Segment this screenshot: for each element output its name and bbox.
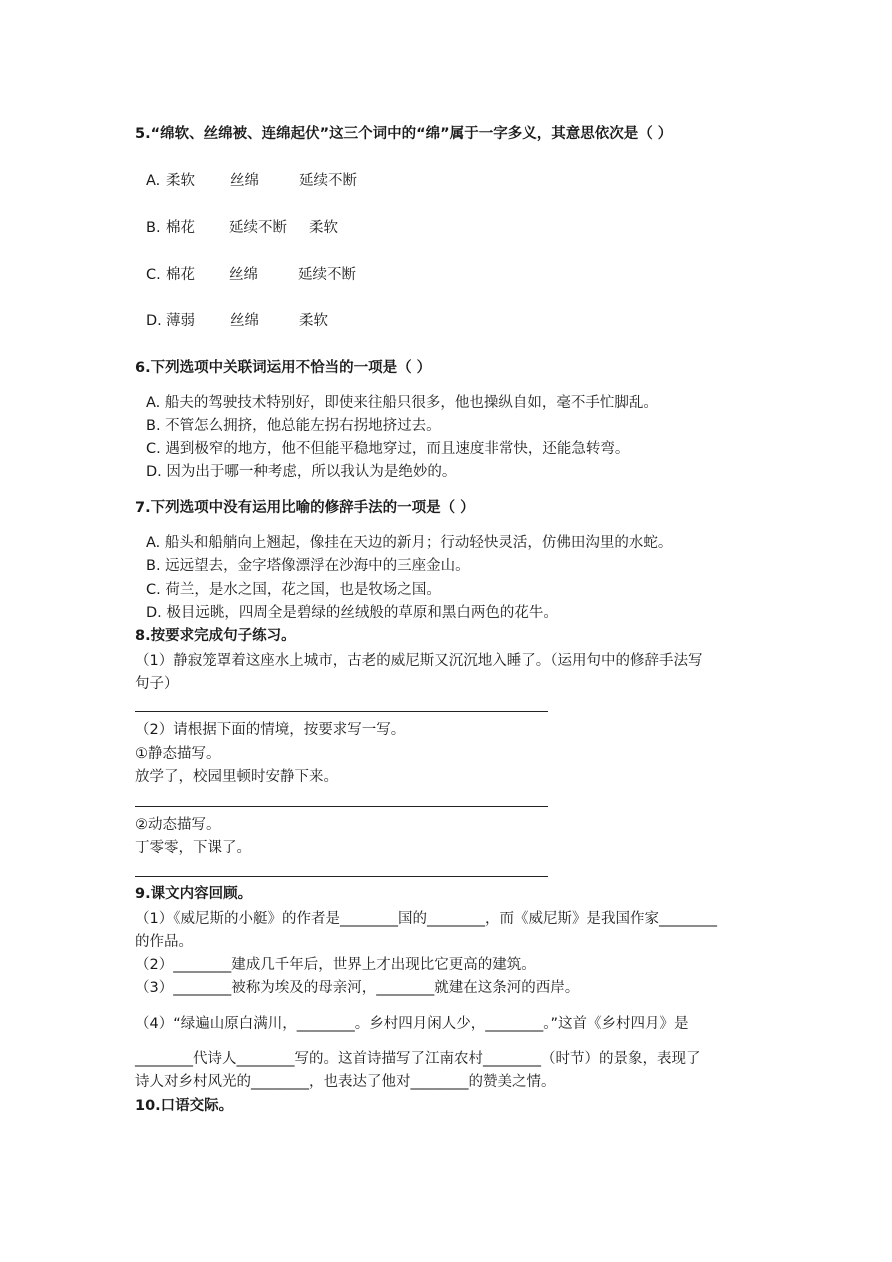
question-5-stem: 5.“绵软、丝绵被、连绵起伏”这三个词中的“绵”属于一字多义，其意思依次是（ ） [135, 126, 673, 142]
q8-dynamic-text: 丁零零，下课了。 [135, 840, 251, 856]
q9-part2: （2）________建成几千年后，世界上才出现比它更高的建筑。 [135, 957, 536, 973]
option-part: 延续不断 [229, 220, 287, 236]
answer-line[interactable] [135, 876, 548, 877]
q9-part1-line2: 的作品。 [135, 934, 193, 950]
q8-static-text: 放学了，校园里顿时安静下来。 [135, 769, 338, 785]
question-8-stem: 8.按要求完成句子练习。 [135, 628, 296, 644]
option-5b [146, 217, 338, 239]
q9-part3: （3）________被称为埃及的母亲河，________就建在这条河的西岸。 [135, 980, 580, 996]
q8-dynamic-title: ②动态描写。 [135, 817, 221, 833]
q9-part1-line1: （1）《威尼斯的小艇》的作者是________国的________，而《威尼斯》是我国作家________ [135, 911, 717, 927]
option-part: 延续不断 [298, 267, 356, 283]
option-part: 柔软 [299, 313, 328, 329]
option-letter: A. [146, 173, 161, 189]
q8-static-title: ①静态描写。 [135, 746, 221, 762]
q9-part4-line2: ________代诗人________写的。这首诗描写了江南农村________（时节）的景象，表现了 [135, 1051, 701, 1067]
option-part: 丝绵 [229, 267, 258, 283]
option-part: 薄弱 [166, 313, 195, 329]
question-6-stem: 6.下列选项中关联词运用不恰当的一项是（ ） [135, 360, 432, 376]
answer-line[interactable] [135, 711, 548, 712]
option-part: 丝绵 [230, 173, 259, 189]
q8-part1-line2: 句子） [135, 676, 179, 692]
question-9-stem: 9.课文内容回顾。 [135, 886, 253, 902]
option-letter: D. [146, 313, 162, 329]
option-5a [146, 170, 357, 192]
option-part: 延续不断 [299, 173, 357, 189]
q8-part1-line1: （1）静寂笼罩着这座水上城市，古老的威尼斯又沉沉地入睡了。（运用句中的修辞手法写 [135, 653, 703, 669]
option-part: 柔软 [166, 173, 195, 189]
option-7b: B. 远远望去，金字塔像漂浮在沙海中的三座金山。 [146, 558, 470, 574]
option-6d: D. 因为出于哪一种考虑，所以我认为是绝妙的。 [146, 464, 457, 480]
option-5d [146, 310, 328, 332]
question-10-stem: 10.口语交际。 [135, 1098, 234, 1114]
option-part: 柔软 [309, 220, 338, 236]
option-6c: C. 遇到极窄的地方，他不但能平稳地穿过，而且速度非常快，还能急转弯。 [146, 441, 630, 457]
option-7a: A. 船头和船艄向上翘起，像挂在天边的新月；行动轻快灵活，仿佛田沟里的水蛇。 [146, 535, 673, 551]
option-6b: B. 不管怎么拥挤，他总能左拐右拐地挤过去。 [146, 418, 441, 434]
q8-part2: （2）请根据下面的情境，按要求写一写。 [135, 722, 406, 738]
option-letter: C. [146, 267, 161, 283]
q9-part4-line3: 诗人对乡村风光的________，也表达了他对________的赞美之情。 [135, 1074, 556, 1090]
option-part: 棉花 [166, 220, 195, 236]
option-letter: B. [146, 220, 161, 236]
question-7-stem: 7.下列选项中没有运用比喻的修辞手法的一项是（ ） [135, 500, 475, 516]
option-7c: C. 荷兰，是水之国，花之国，也是牧场之国。 [146, 582, 441, 598]
option-5c [146, 264, 356, 286]
option-6a: A. 船夫的驾驶技术特别好，即使来往船只很多，他也操纵自如，毫不手忙脚乱。 [146, 395, 658, 411]
option-7d: D. 极目远眺，四周全是碧绿的丝绒般的草原和黑白两色的花牛。 [146, 605, 558, 621]
answer-line[interactable] [135, 806, 548, 807]
q9-part4-line1: （4）“绿遍山原白满川，________。乡村四月闲人少，________。”这首《乡村四月》是 [135, 1016, 689, 1032]
option-part: 丝绵 [230, 313, 259, 329]
option-part: 棉花 [166, 267, 195, 283]
